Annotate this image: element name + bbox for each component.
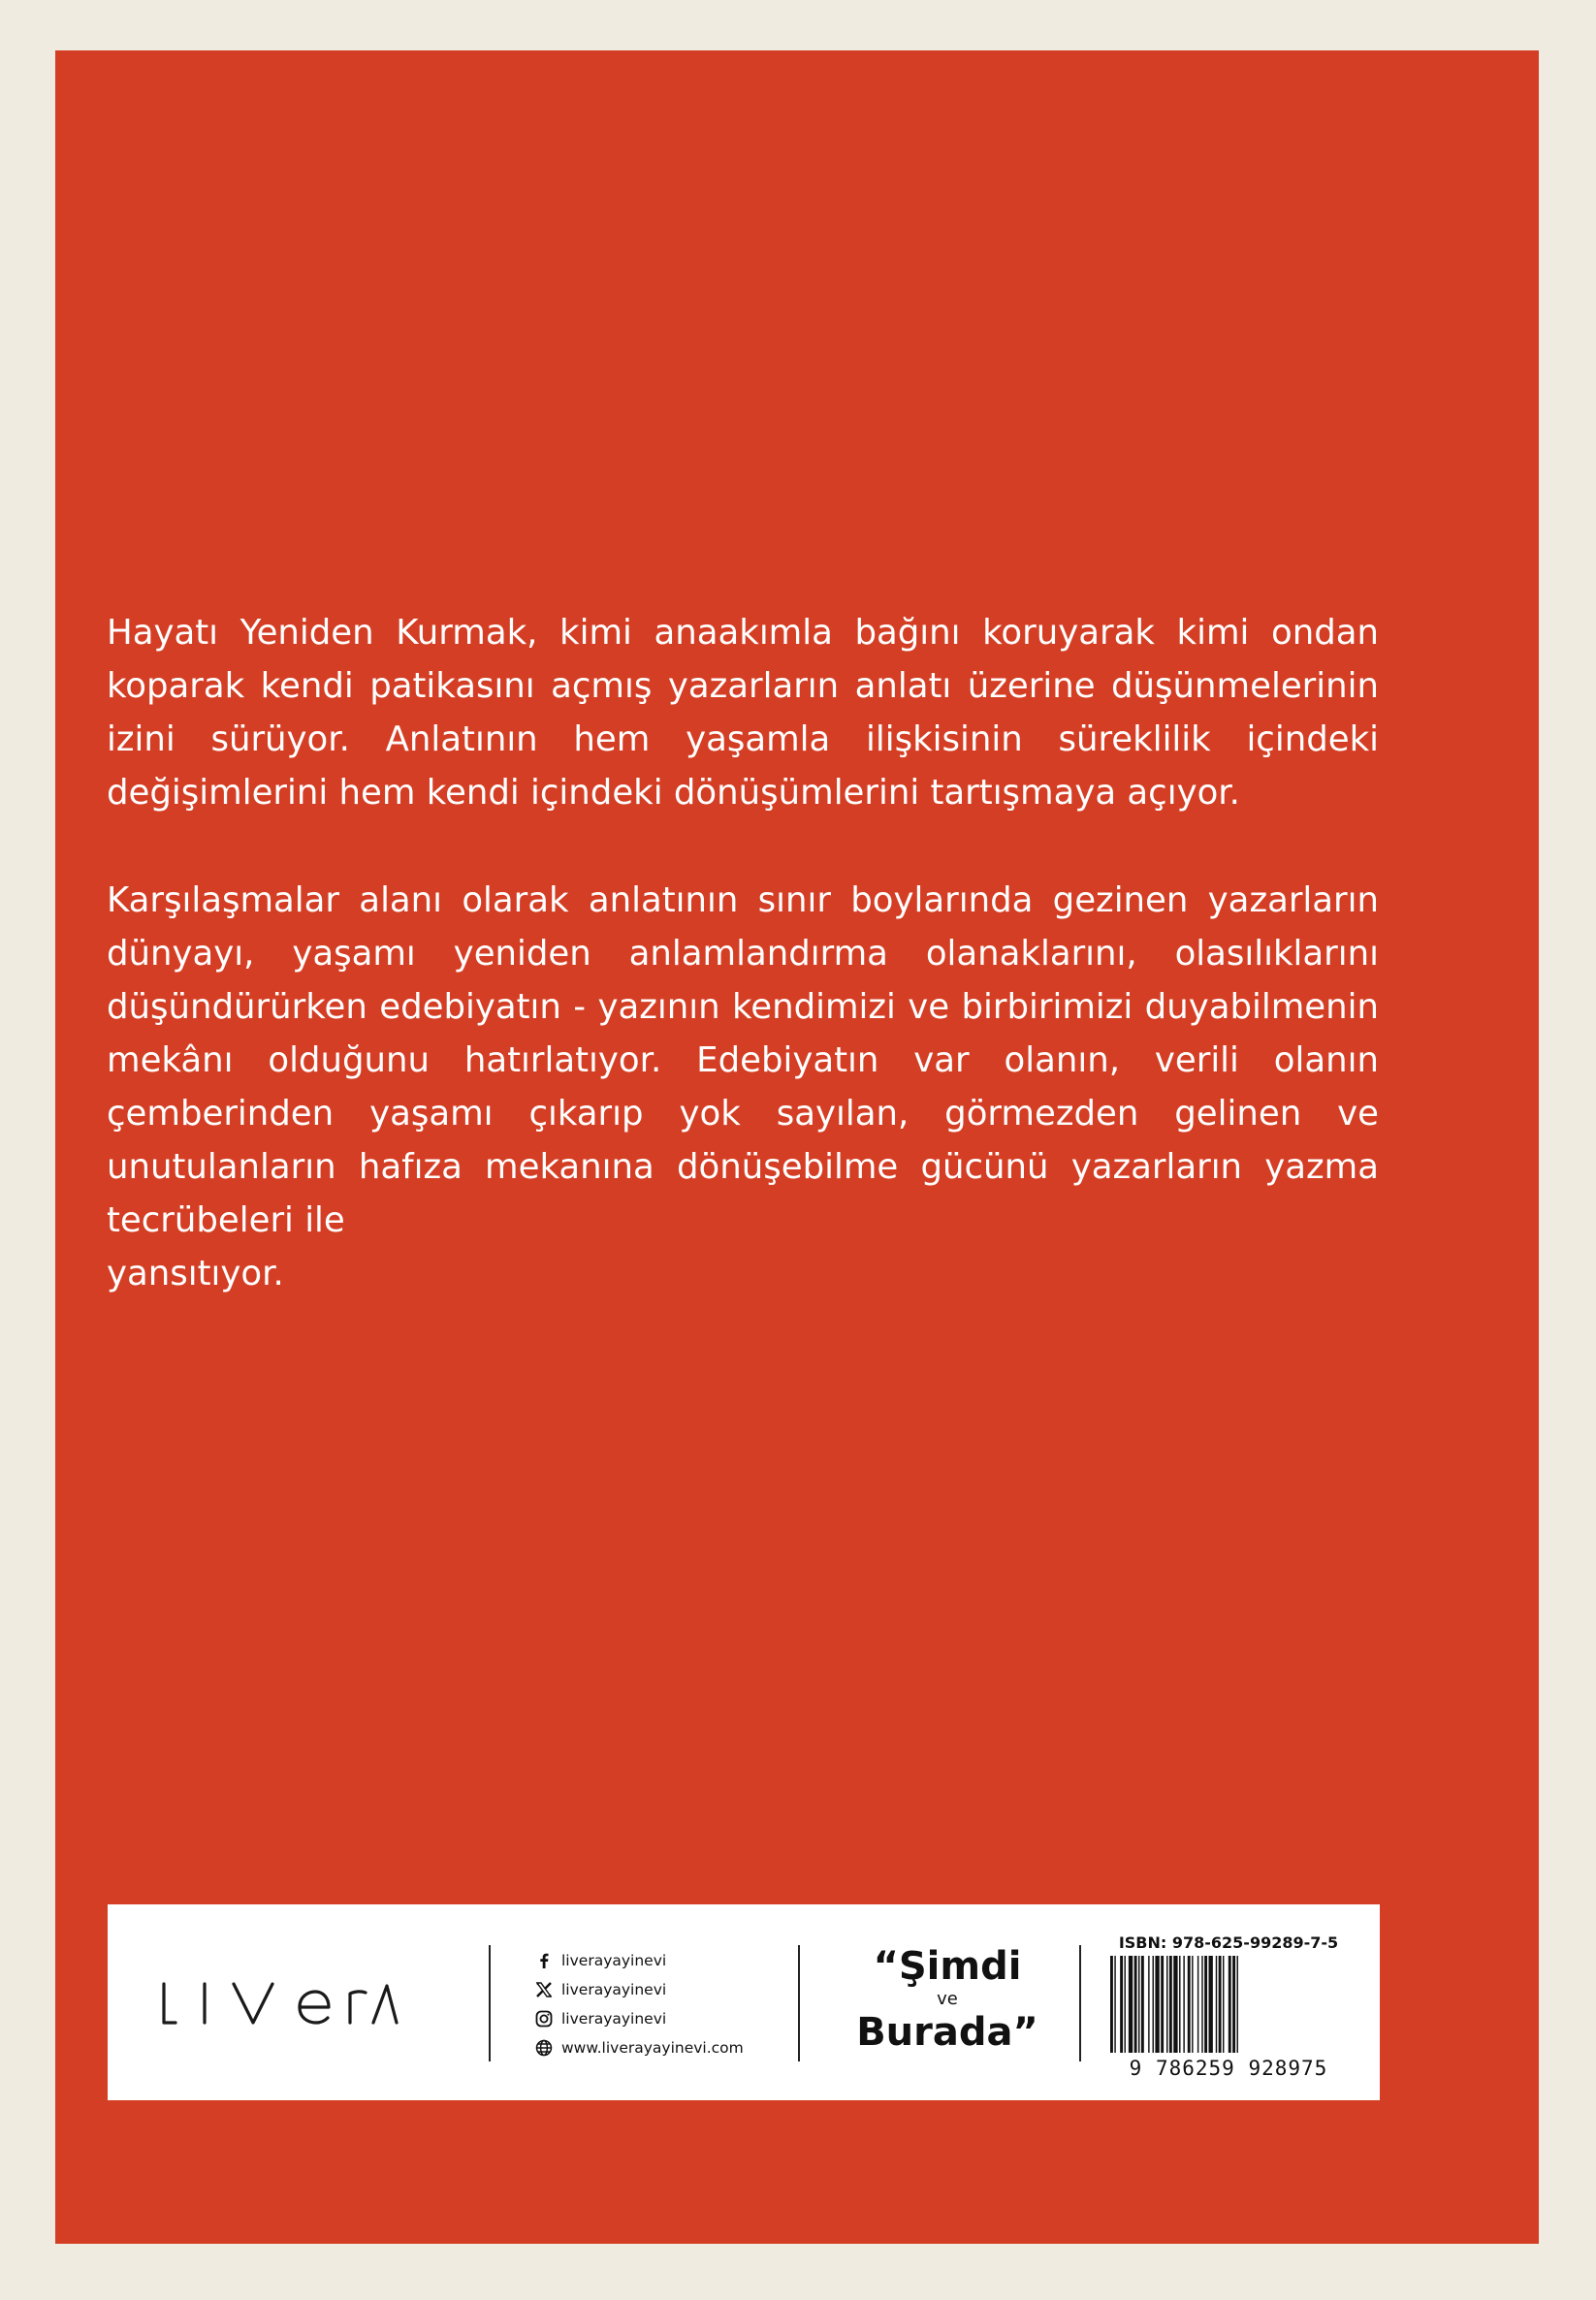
facebook-handle: liverayayinevi — [561, 1952, 667, 1969]
blurb-paragraph-1: Hayatı Yeniden Kurmak, kimi anaakımla bağını koruyarak kimi ondan koparak kendi patikasını açmış yazarların anlatı üzerine düşünmelerinin izini sürüyor. Anlatının hem yaşamla ilişkisinin süreklilik içindeki değişimlerini hem kendi içindeki dönüşümlerini tartışmaya açıyor. — [107, 613, 1379, 813]
isbn-label: ISBN: 978-625-99289-7-5 — [1118, 1933, 1339, 1952]
footer-divider-2 — [798, 1945, 800, 2061]
social-row-facebook[interactable] — [534, 1947, 744, 1974]
barcode — [1106, 1956, 1351, 2053]
barcode-digits: 9 786259 928975 — [1129, 2057, 1328, 2080]
facebook-icon — [534, 1951, 554, 1970]
footer-divider-1 — [489, 1945, 491, 2061]
instagram-icon — [534, 2009, 554, 2028]
blurb-paragraph-2 — [107, 874, 1379, 1300]
social-row-x[interactable] — [534, 1976, 744, 2003]
globe-icon — [534, 2038, 554, 2058]
blurb-text — [107, 606, 1379, 1300]
isbn-block — [1106, 1933, 1351, 2080]
social-links — [534, 1947, 744, 2063]
series-slogan — [850, 1945, 1044, 2054]
social-row-instagram[interactable] — [534, 2005, 744, 2032]
social-row-website[interactable] — [534, 2034, 744, 2061]
slogan-line-3: Burada” — [856, 2010, 1038, 2055]
x-handle: liverayayinevi — [561, 1981, 667, 1998]
slogan-line-1: “Şimdi — [873, 1944, 1022, 1989]
blurb-paragraph-2-body: Karşılaşmalar alanı olarak anlatının sınır boylarında gezinen yazarların dünyayı, yaşamı yeniden anlamlandırma olanaklarını, olasılıklarını düşündürürken edebiyatın - yazının kendimizi ve birbirimizi duyabilmenin mekânı olduğunu hatırlatıyor. Edebiyatın var olanın, verili olanın çemberinden yaşamı çıkarıp yok sayılan, görmezden gelinen ve unutulanların hafıza mekanına dönüşebilme gücünü yazarların yazma tecrübeleri ile — [107, 880, 1379, 1240]
website-url: www.liverayayinevi.com — [561, 2039, 744, 2057]
blurb-paragraph-2-last-line: yansıtıyor. — [107, 1254, 284, 1294]
livera-logo — [158, 1968, 399, 2038]
instagram-handle: liverayayinevi — [561, 2010, 667, 2028]
publisher-footer — [108, 1904, 1380, 2100]
x-icon — [534, 1980, 554, 1999]
footer-divider-3 — [1079, 1945, 1081, 2061]
slogan-line-2: ve — [937, 1989, 958, 2009]
